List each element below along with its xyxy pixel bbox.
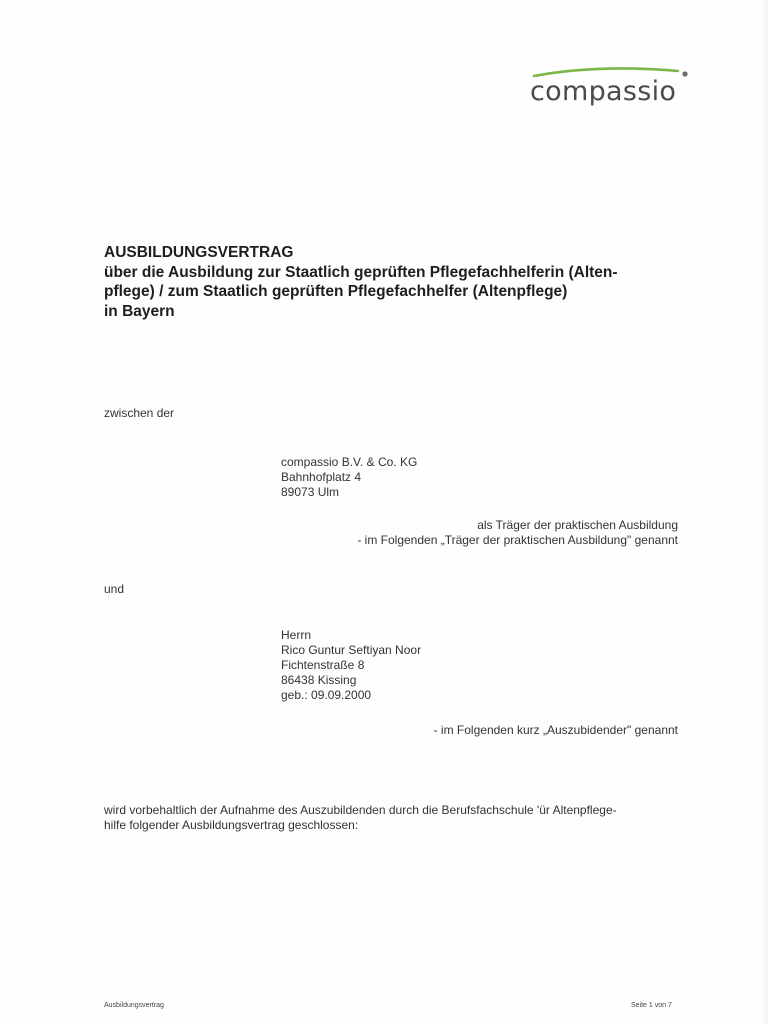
compassio-logo bbox=[528, 64, 693, 112]
closing-paragraph bbox=[104, 803, 617, 833]
trainee-name: Rico Guntur Seftiyan Noor bbox=[281, 643, 422, 657]
trainee-salutation: Herrn bbox=[281, 628, 312, 642]
trainee-city: 86438 Kissing bbox=[281, 673, 357, 687]
employer-role-line-1: als Träger der praktischen Ausbildung bbox=[477, 518, 678, 532]
trainee-street: Fichtenstraße 8 bbox=[281, 658, 365, 672]
trainee-role bbox=[280, 723, 678, 738]
employer-name: compassio B.V. & Co. KG bbox=[281, 455, 418, 469]
title-line-2: über die Ausbildung zur Staatlich geprüften Pflegefachhelferin (Alten- bbox=[104, 263, 618, 281]
employer-role bbox=[280, 518, 678, 548]
title-line-3: pflege) / zum Staatlich geprüften Pflegefachhelfer (Altenpflege) bbox=[104, 283, 568, 300]
intro-text: zwischen der bbox=[104, 406, 175, 420]
title-line-1: AUSBILDUNGSVERTRAG bbox=[104, 244, 294, 261]
employer-address bbox=[281, 455, 417, 500]
conjunction-text: und bbox=[104, 582, 125, 596]
trainee-birth: geb.: 09.09.2000 bbox=[281, 688, 372, 702]
trainee-role-line: - im Folgenden kurz „Auszubidender" genannt bbox=[433, 723, 678, 737]
closing-line-1: wird vorbehaltlich der Aufnahme des Auszubildenden durch die Berufsfachschule 'ür Altenpflege- bbox=[104, 803, 617, 817]
page-edge-shadow bbox=[760, 0, 768, 1024]
footer-left: Ausbildungsvertrag bbox=[104, 1002, 164, 1009]
footer-page-number: Seite 1 von 7 bbox=[631, 1002, 672, 1009]
trainee-address bbox=[281, 628, 421, 703]
employer-role-line-2: - im Folgenden „Träger der praktischen Ausbildung" genannt bbox=[357, 533, 678, 547]
document-title bbox=[104, 243, 694, 321]
employer-street: Bahnhofplatz 4 bbox=[281, 470, 362, 484]
employer-city: 89073 Ulm bbox=[281, 485, 340, 499]
closing-line-2: hilfe folgender Ausbildungsvertrag geschlossen: bbox=[104, 818, 359, 832]
logo-text: compassio bbox=[530, 76, 677, 107]
title-line-4: in Bayern bbox=[104, 302, 175, 320]
